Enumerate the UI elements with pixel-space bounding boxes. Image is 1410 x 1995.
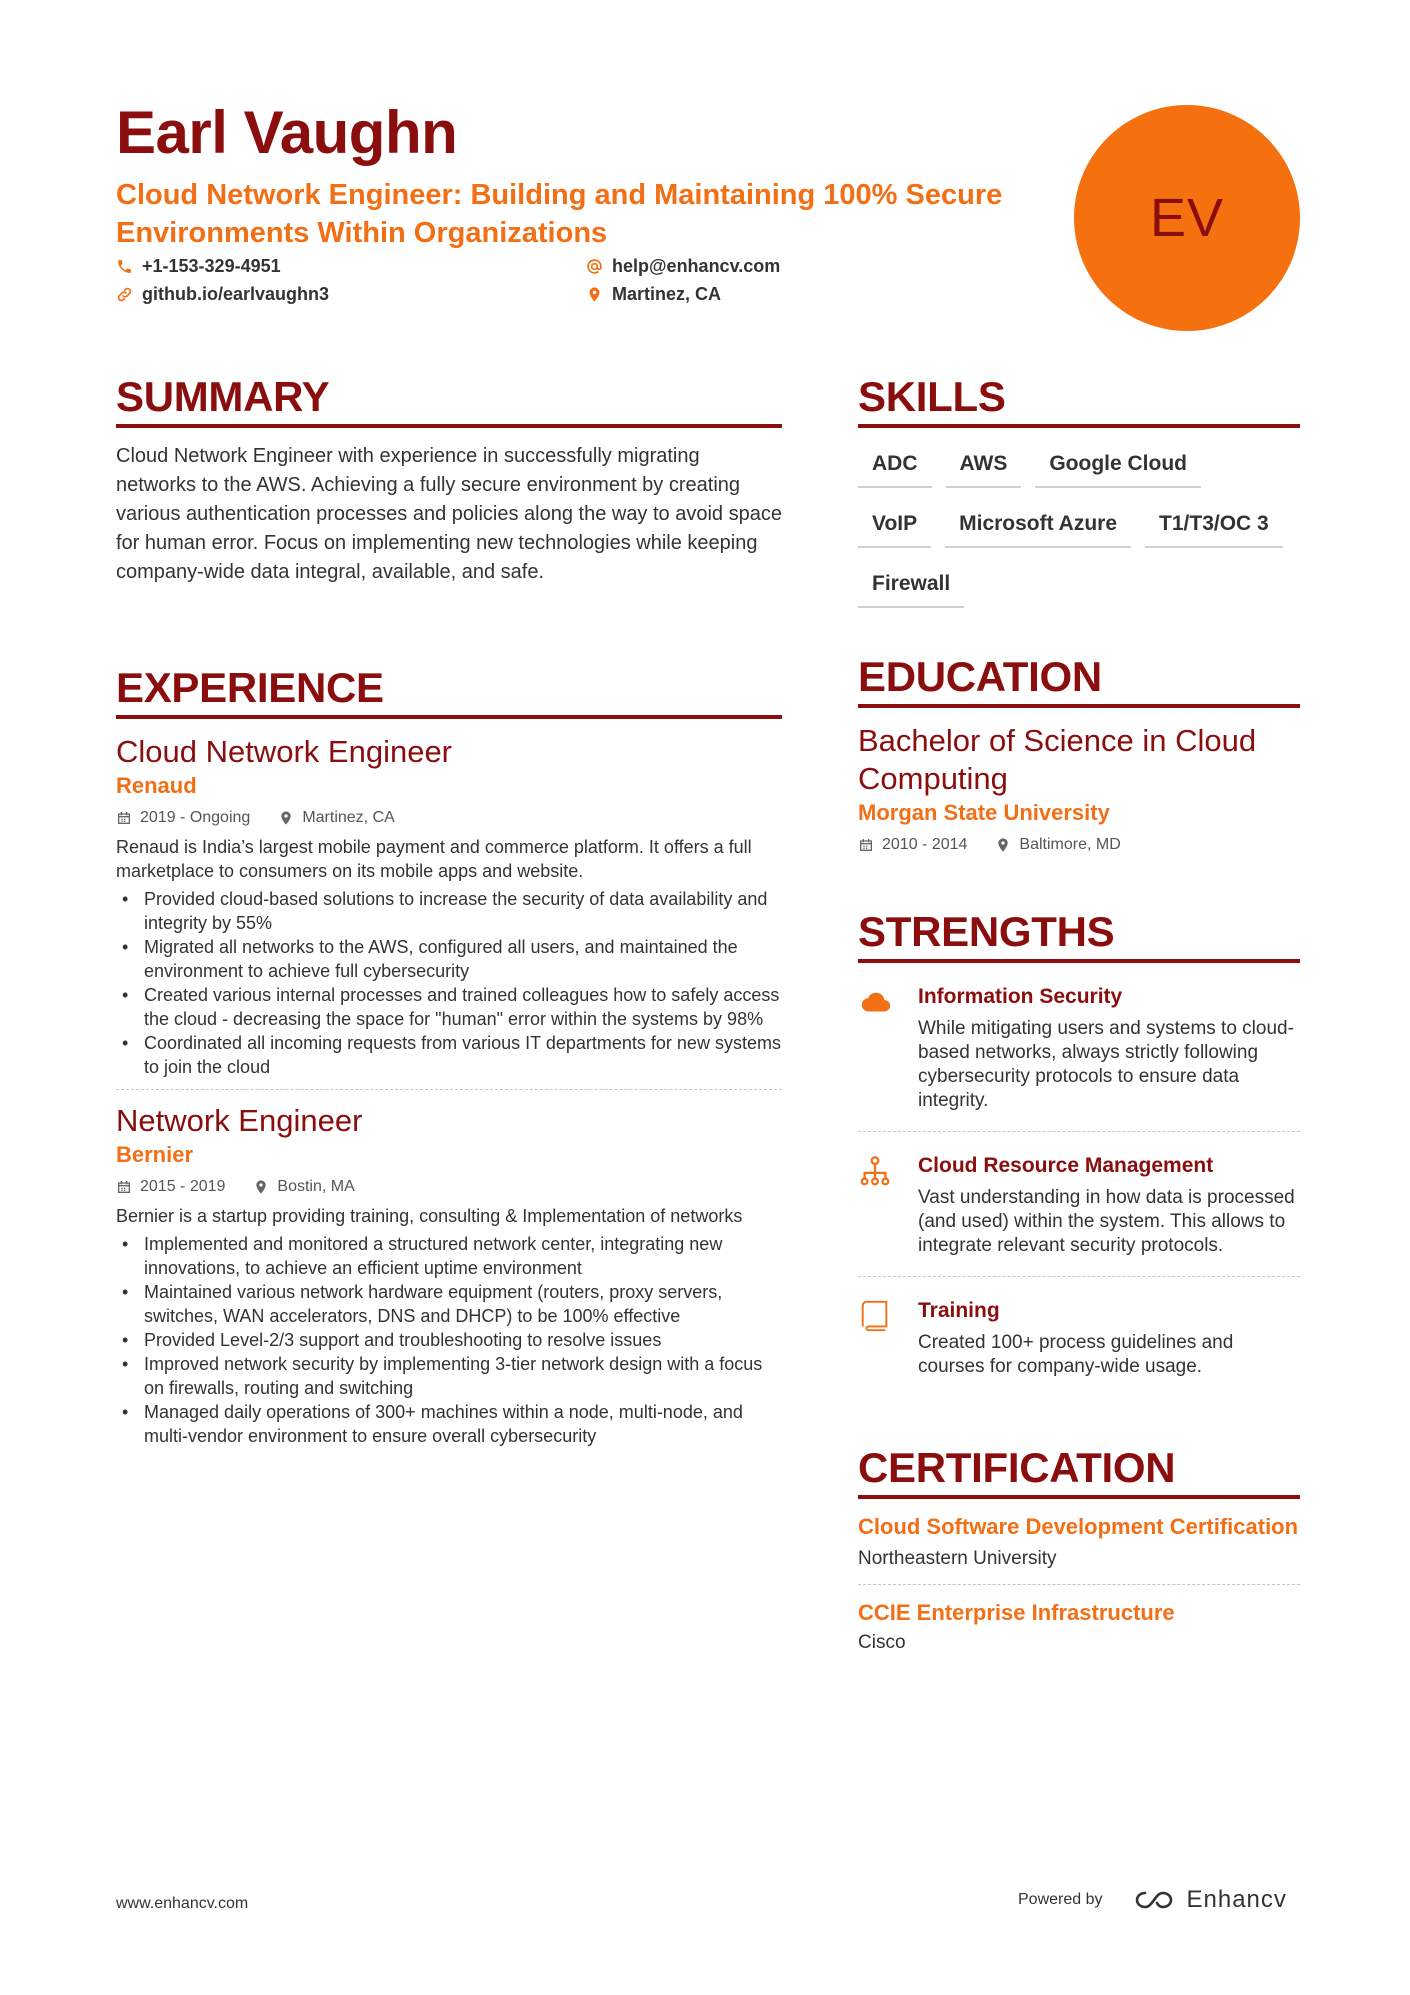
company-name: Bernier xyxy=(116,1142,194,1167)
strength-title: Cloud Resource Management xyxy=(918,1154,1214,1177)
job-location: Martinez, CA xyxy=(302,809,395,826)
skill-tag: Microsoft Azure xyxy=(945,510,1131,548)
contact-location xyxy=(586,284,721,305)
footer-branding[interactable] xyxy=(1018,1886,1287,1914)
location-pin-icon xyxy=(586,286,603,303)
education-dates: 2010 - 2014 xyxy=(882,836,968,853)
strengths-section xyxy=(858,908,1300,1397)
job-bullets xyxy=(116,1232,782,1448)
strength-title: Information Security xyxy=(918,985,1123,1008)
location-pin-icon xyxy=(278,810,294,826)
education-location: Baltimore, MD xyxy=(1019,836,1121,853)
certification-issuer: Cisco xyxy=(858,1632,906,1653)
job-title: Cloud Network Engineer xyxy=(116,734,453,769)
certification-section xyxy=(858,1444,1300,1656)
job-bullet: • Created various internal processes and trained colleagues how to safely access the cloud - decreasing the space for "human" error within the systems by 98% xyxy=(116,983,782,1031)
certification-item xyxy=(858,1599,1300,1656)
strength-description: While mitigating users and systems to cloud-based networks, always strictly following cybersecurity protocols to ensure data integrity. xyxy=(918,1018,1294,1111)
skill-tag: AWS xyxy=(946,450,1022,488)
skills-section xyxy=(858,373,1300,630)
job-bullet: • Coordinated all incoming requests from various IT departments for new systems to join the cloud xyxy=(116,1031,782,1079)
at-sign-icon xyxy=(586,258,603,275)
certification-item xyxy=(858,1513,1300,1584)
email-text: help@enhancv.com xyxy=(612,256,781,276)
location-pin-icon xyxy=(253,1179,269,1195)
job-meta xyxy=(116,1176,782,1198)
contact-website[interactable] xyxy=(116,284,329,305)
skills-list xyxy=(858,450,1300,630)
job-location: Bostin, MA xyxy=(277,1178,355,1195)
brand-name: Enhancv xyxy=(1186,1886,1287,1913)
job-dates: 2019 - Ongoing xyxy=(140,809,251,826)
contact-email[interactable] xyxy=(586,256,780,277)
phone-text: +1-153-329-4951 xyxy=(142,256,281,276)
headline: Cloud Network Engineer: Building and Maintaining 100% Secure Environments Within Organizations xyxy=(116,179,1003,249)
job-dates: 2015 - 2019 xyxy=(140,1178,226,1195)
enhancv-logo-icon xyxy=(1131,1887,1177,1913)
calendar-icon xyxy=(116,810,132,826)
job-bullets xyxy=(116,887,782,1079)
avatar-initials: EV xyxy=(1149,188,1225,248)
strength-item xyxy=(858,1277,1300,1397)
job-bullet: • Provided cloud-based solutions to increase the security of data availability and integrity by 55% xyxy=(116,887,782,935)
calendar-icon xyxy=(116,1179,132,1195)
summary-section xyxy=(116,373,782,587)
entry-divider xyxy=(858,1584,1300,1585)
avatar xyxy=(1074,105,1300,331)
strength-title: Training xyxy=(918,1299,1000,1322)
degree-title: Bachelor of Science in Cloud Computing xyxy=(858,723,1257,796)
hierarchy-icon xyxy=(858,1154,892,1188)
job-bullet: • Provided Level-2/3 support and troubleshooting to resolve issues xyxy=(116,1328,782,1352)
job-bullet: • Improved network security by implementing 3-tier network design with a focus on firewalls, routing and switching xyxy=(116,1352,782,1400)
book-icon xyxy=(858,1299,892,1333)
job-description: Bernier is a startup providing training, consulting & Implementation of networks xyxy=(116,1206,743,1226)
entry-divider xyxy=(116,1089,782,1090)
job-bullet: • Managed daily operations of 300+ machines within a node, multi-node, and multi-vendor environment to ensure overall cybersecurity xyxy=(116,1400,782,1448)
company-name: Renaud xyxy=(116,773,197,798)
cloud-icon xyxy=(858,985,892,1019)
strength-item xyxy=(858,1132,1300,1276)
job-bullet: • Implemented and monitored a structured network center, integrating new innovations, to achieve an efficient uptime environment xyxy=(116,1232,782,1280)
summary-heading: SUMMARY xyxy=(116,376,782,428)
strength-description: Created 100+ process guidelines and courses for company-wide usage. xyxy=(918,1332,1234,1377)
powered-by-label: Powered by xyxy=(1018,1891,1103,1908)
education-meta xyxy=(858,834,1300,856)
summary-text: Cloud Network Engineer with experience in successfully migrating networks to the AWS. Achieving a fully secure environment by creating various authentication processes and policies along the way to avoid space for human error. Focus on implementing new technologies while keeping company-wide data integral, available, and safe. xyxy=(116,445,782,583)
strength-description: Vast understanding in how data is processed (and used) within the system. This allows to integrate relevant security protocols. xyxy=(918,1187,1295,1256)
skill-tag: Firewall xyxy=(858,570,964,608)
phone-icon xyxy=(116,258,133,275)
location-pin-icon xyxy=(995,837,1011,853)
experience-heading: EXPERIENCE xyxy=(116,667,782,719)
certification-heading: CERTIFICATION xyxy=(858,1447,1300,1499)
experience-entry xyxy=(116,1102,782,1448)
job-description: Renaud is India’s largest mobile payment and commerce platform. It offers a full marketplace to consumers on its mobile apps and website. xyxy=(116,837,752,881)
skill-tag: T1/T3/OC 3 xyxy=(1145,510,1283,548)
certification-name: Cloud Software Development Certification xyxy=(858,1514,1299,1539)
experience-entry xyxy=(116,733,782,1079)
contact-phone[interactable] xyxy=(116,256,281,277)
strength-item xyxy=(858,963,1300,1131)
candidate-name: Earl Vaughn xyxy=(116,99,458,166)
calendar-icon xyxy=(858,837,874,853)
strengths-heading: STRENGTHS xyxy=(858,911,1300,963)
link-icon xyxy=(116,286,133,303)
school-name: Morgan State University xyxy=(858,800,1110,825)
skill-tag: VoIP xyxy=(858,510,931,548)
education-heading: EDUCATION xyxy=(858,656,1300,708)
footer-website[interactable]: www.enhancv.com xyxy=(116,1895,249,1912)
location-text: Martinez, CA xyxy=(612,284,722,304)
job-meta xyxy=(116,807,782,829)
job-title: Network Engineer xyxy=(116,1103,363,1138)
skill-tag: Google Cloud xyxy=(1035,450,1201,488)
skill-tag: ADC xyxy=(858,450,932,488)
job-bullet: • Maintained various network hardware equipment (routers, proxy servers, switches, WAN accelerators, DNS and DHCP) to be 100% effective xyxy=(116,1280,782,1328)
job-bullet: • Migrated all networks to the AWS, configured all users, and maintained the environment to achieve full cybersecurity xyxy=(116,935,782,983)
certification-issuer: Northeastern University xyxy=(858,1548,1057,1569)
certification-name: CCIE Enterprise Infrastructure xyxy=(858,1600,1175,1625)
skills-heading: SKILLS xyxy=(858,376,1300,428)
website-text: github.io/earlvaughn3 xyxy=(142,284,330,304)
experience-section xyxy=(116,664,782,1448)
education-section xyxy=(858,653,1300,856)
